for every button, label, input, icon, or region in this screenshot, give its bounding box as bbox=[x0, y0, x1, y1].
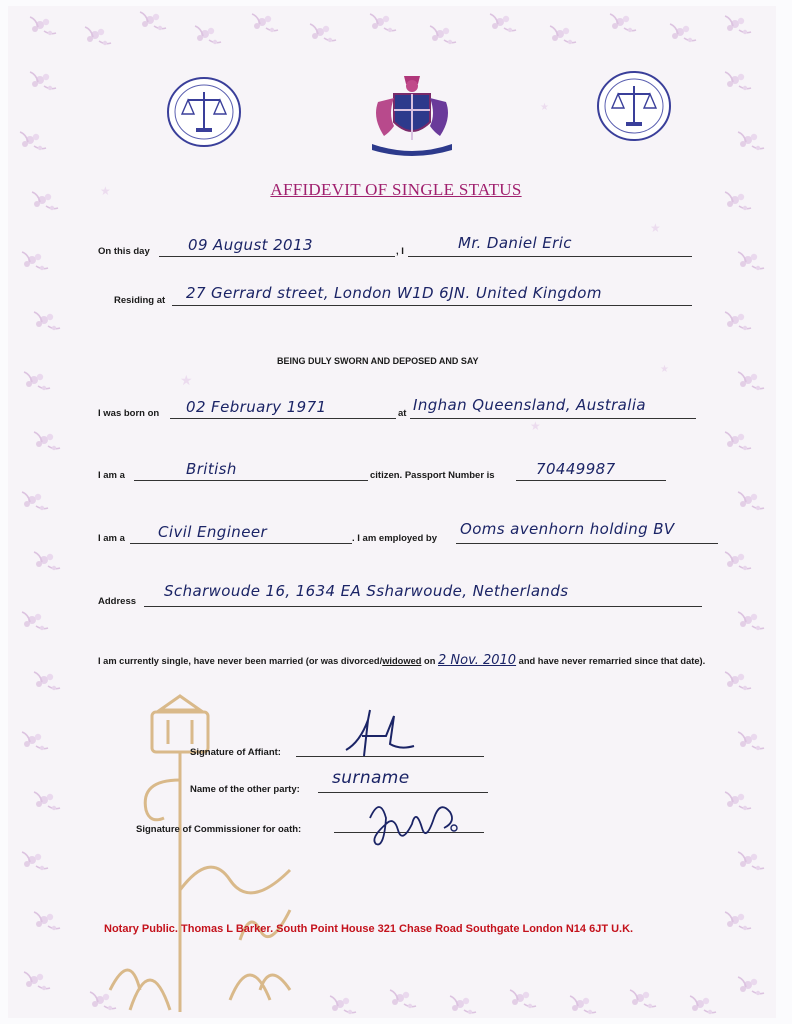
commissioner-signature-label: Signature of Commissioner for oath: bbox=[136, 824, 302, 835]
occupation-value: Civil Engineer bbox=[158, 523, 268, 541]
affidavit-date-value: 09 August 2013 bbox=[188, 236, 313, 254]
at-label: at bbox=[398, 408, 407, 419]
i-am-a-label-1: I am a bbox=[98, 470, 125, 481]
employer-line bbox=[456, 543, 718, 544]
statement-part2: on bbox=[421, 656, 436, 666]
affiant-signature-image bbox=[338, 706, 428, 766]
svg-text:★: ★ bbox=[100, 184, 111, 198]
sworn-statement: BEING DULY SWORN AND DEPOSED AND SAY bbox=[277, 356, 479, 366]
address-label: Address bbox=[98, 596, 137, 607]
on-this-day-label: On this day bbox=[98, 246, 150, 257]
birth-date-line bbox=[170, 418, 396, 419]
born-on-label: I was born on bbox=[98, 408, 160, 419]
birth-date-value: 02 February 1971 bbox=[186, 398, 327, 416]
birth-place-line bbox=[410, 418, 696, 419]
address-line bbox=[144, 606, 702, 607]
employed-by-label: . I am employed by bbox=[352, 533, 437, 544]
residence-value: 27 Gerrard street, London W1D 6JN. United Kingdom bbox=[186, 284, 602, 302]
scales-seal-left-icon bbox=[166, 76, 242, 148]
nationality-line bbox=[134, 480, 368, 481]
notary-public-footer: Notary Public. Thomas L Barker. South Point House 321 Chase Road Southgate London N14 6JT U.K. bbox=[104, 923, 634, 935]
employer-value: Ooms avenhorn holding BV bbox=[460, 520, 675, 538]
i-am-a-label-2: I am a bbox=[98, 533, 125, 544]
svg-text:★: ★ bbox=[540, 102, 549, 113]
royal-coat-of-arms-icon bbox=[364, 72, 460, 160]
passport-line bbox=[516, 480, 666, 481]
svg-text:★: ★ bbox=[650, 221, 661, 235]
scales-seal-right-icon bbox=[596, 70, 672, 142]
document-title: AFFIDEVIT OF SINGLE STATUS bbox=[270, 180, 522, 199]
statement-widowed: widowed bbox=[382, 656, 422, 666]
svg-text:★: ★ bbox=[660, 364, 669, 375]
other-party-value: surname bbox=[332, 768, 410, 788]
statement-part1: I am currently single, have never been married (or was divorced/ bbox=[98, 656, 383, 666]
address-value: Scharwoude 16, 1634 EA Ssharwoude, Netherlands bbox=[164, 582, 569, 600]
affiant-name-value: Mr. Daniel Eric bbox=[458, 234, 572, 252]
statement-part3: and have never remarried since that date). bbox=[516, 656, 706, 666]
occupation-line bbox=[130, 543, 352, 544]
divorce-date-value: 2 Nov. 2010 bbox=[438, 653, 517, 668]
birth-place-value: Inghan Queensland, Australia bbox=[413, 396, 646, 414]
i-label: , I bbox=[396, 246, 404, 257]
svg-text:★: ★ bbox=[180, 372, 193, 388]
residing-at-label: Residing at bbox=[114, 295, 166, 306]
residence-line bbox=[172, 305, 692, 306]
svg-text:★: ★ bbox=[530, 419, 541, 433]
citizen-passport-label: citizen. Passport Number is bbox=[370, 470, 495, 481]
nationality-value: British bbox=[186, 460, 237, 478]
other-party-label: Name of the other party: bbox=[190, 784, 300, 795]
signature-affiant-label: Signature of Affiant: bbox=[190, 747, 281, 758]
lamp-post-decoration bbox=[90, 690, 320, 1020]
name-line bbox=[408, 256, 692, 257]
commissioner-signature-image bbox=[360, 788, 470, 850]
passport-number-value: 70449987 bbox=[536, 460, 616, 478]
date-line bbox=[159, 256, 395, 257]
single-status-statement bbox=[98, 654, 718, 668]
